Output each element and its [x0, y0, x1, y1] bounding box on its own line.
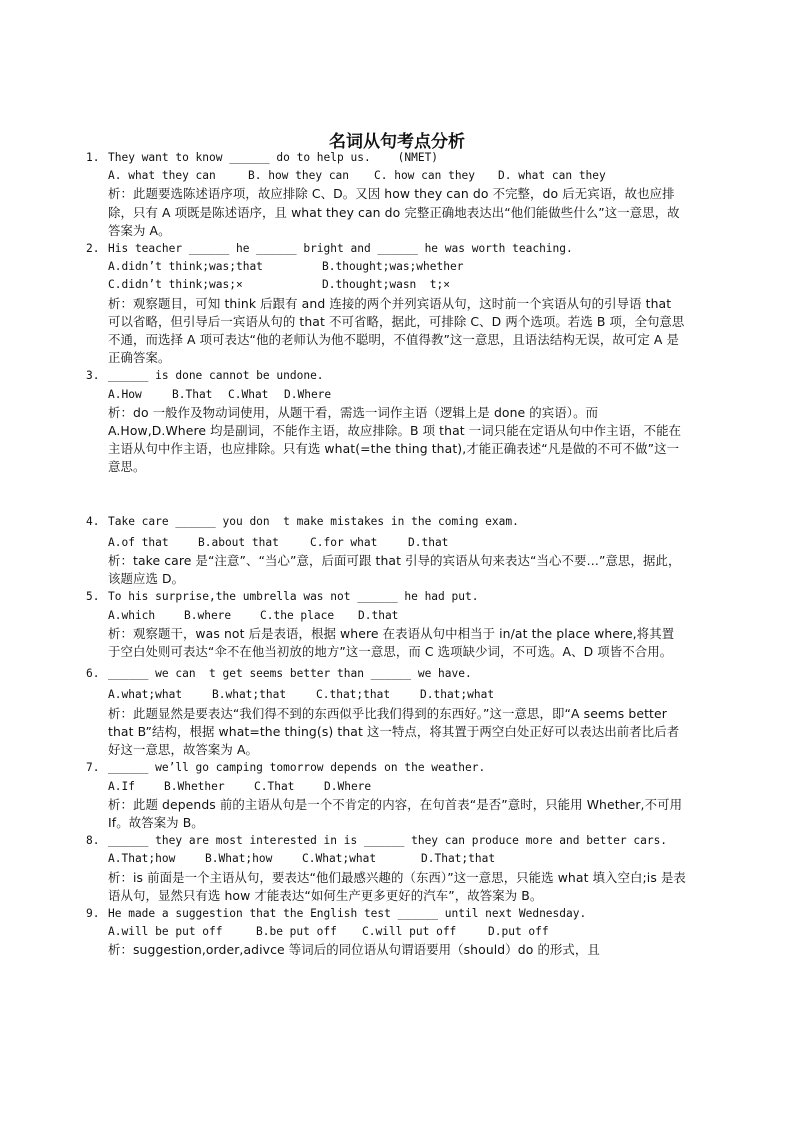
- question-number: 1.: [86, 151, 100, 164]
- option: D.that: [408, 535, 449, 549]
- explanation: 析：此题 depends 前的主语从句是一个不肯定的内容，在句首表“是否”意时，只能用 Whether,不可用 If。故答案为 B。: [108, 796, 683, 830]
- option: C.that;that: [316, 688, 391, 702]
- option: C.the place: [260, 608, 335, 622]
- options-line: [108, 534, 686, 552]
- explanation: 析：观察题目，可知 think 后跟有 and 连接的两个并列宾语从句，这时前一个宾语从句的引导语 that 可以省略，但引导后一宾语从句的 that 不可省略，据此，可排除 C、D 两个选项。若选 B 项，全句意思不通，而选择 A 项可表达“他的老师认为他不聪明，不值得教”这一意思，且语法结构无误，故可定 A 是正确答案。: [108, 295, 685, 366]
- option: C.That: [254, 779, 295, 793]
- option: D.Where: [324, 779, 372, 793]
- option: B. how they can: [248, 169, 350, 183]
- question-text: They want to know ______ do to help us. (NMET): [108, 151, 439, 164]
- option: D.that;what: [420, 688, 495, 702]
- explanation: 析：suggestion,order,adivce 等词后的同位语从句谓语要用（should）do 的形式，且: [108, 942, 600, 958]
- option: B.where: [184, 608, 232, 622]
- question-text: To his surprise,the umbrella was not ______ he had put.: [108, 590, 479, 604]
- question-number: 5.: [86, 590, 100, 604]
- options-line: [108, 386, 686, 404]
- question-item: [86, 832, 686, 905]
- question-item: [86, 513, 686, 589]
- option: B.about that: [198, 535, 279, 549]
- option: D.That;that: [421, 852, 496, 866]
- option: A.which: [108, 608, 156, 622]
- question-item: [86, 240, 686, 367]
- explanation: 析：观察题干，was not 后是表语，根据 where 在表语从句中相当于 in/at the place where,将其置于空白处则可表达“伞不在他当初放的地方”这一意思，而 C 选项缺少词，不可选。A、D 项皆不合用。: [108, 625, 675, 660]
- option: C.for what: [310, 535, 378, 549]
- option: D.Where: [284, 387, 332, 401]
- explanation: 析：do 一般作及物动词使用，从题干看，需选一词作主语（逻辑上是 done 的宾语）。而 A.How,D.Where 均是副词，不能作主语，故应排除。B 项 that 一词只能在定语从句中作主语，不能在主语从句中作主语，也应排除。只有选 what(=the thing that),才能正确表述“凡是做的不可不做”这一意思。: [108, 404, 682, 475]
- question-number: 9.: [86, 906, 100, 920]
- question-text: ______ they are most interested in is ______ they can produce more and better cars.: [108, 834, 668, 848]
- option: D.that: [358, 608, 399, 622]
- option: A.How: [108, 387, 142, 401]
- question-text: His teacher ______ he ______ bright and ______ he was worth teaching.: [108, 242, 573, 256]
- option: A.didn’t think;was;that: [108, 260, 263, 274]
- question-item: [86, 588, 686, 661]
- explanation: 析：此题显然是要表达“我们得不到的东西似乎比我们得到的东西好。”这一意思，即“A seems better that B”结构，根据 what=the thing(s) that 这一特点，将其置于两空白处正好可以表达出前者比后者好这一意思，故答案为 A。: [108, 705, 680, 758]
- option: A.That;how: [108, 852, 176, 866]
- option: A.what;what: [108, 688, 183, 702]
- question-text: Take care ______ you don t make mistakes in the coming exam.: [108, 514, 519, 528]
- page-title: 名词从句考点分析: [329, 132, 465, 152]
- option: D.thought;wasn t;×: [322, 278, 450, 292]
- option: A.will be put off: [108, 925, 223, 939]
- explanation: 析：is 前面是一个主语从句，要表达“他们最感兴趣的（东西）”这一意思，只能选 what 填入空白;is 是表语从句，显然只有选 how 才能表达“如何生产更多更好的汽车”，故答案为 B。: [108, 869, 686, 903]
- question-text: He made a suggestion that the English test ______ until next Wednesday.: [108, 906, 587, 920]
- question-text: ______ we’ll go camping tomorrow depends on the weather.: [108, 761, 486, 775]
- option: C.What: [228, 387, 269, 401]
- explanation: 析：take care 是“注意”、“当心”意，后面可跟 that 引导的宾语从句来表达“当心不要…”意思，据此，该题应选 D。: [108, 553, 681, 587]
- question-text: ______ is done cannot be undone.: [108, 369, 324, 383]
- question-number: 2.: [86, 242, 100, 256]
- option: B.be put off: [256, 925, 337, 939]
- option: D.put off: [488, 925, 549, 939]
- option: A.If: [108, 779, 135, 793]
- question-item: [86, 665, 686, 759]
- question-number: 7.: [86, 761, 100, 775]
- question-number: 3.: [86, 369, 100, 383]
- option: B.What;how: [205, 852, 273, 866]
- question-text: ______ we can t get seems better than ______ we have.: [108, 667, 472, 681]
- option: C.What;what: [302, 852, 377, 866]
- question-item: [86, 149, 686, 240]
- option: D. what can they: [498, 169, 606, 183]
- question-number: 8.: [86, 834, 100, 848]
- question-number: 6.: [86, 667, 100, 681]
- question-item: [86, 367, 686, 476]
- option: A.of that: [108, 535, 169, 549]
- options-line: [108, 923, 686, 941]
- option: B.thought;was;whether: [322, 260, 464, 274]
- options-line: [108, 258, 686, 276]
- option: B.what;that: [212, 688, 287, 702]
- option: A. what they can: [108, 169, 216, 183]
- question-item: [86, 905, 686, 960]
- option: C.will put off: [362, 925, 457, 939]
- option: C.didn’t think;was;×: [108, 278, 243, 292]
- question-item: [86, 759, 686, 832]
- options-line: [108, 686, 686, 704]
- options-line: [108, 850, 686, 868]
- explanation: 析：此题要选陈述语序项，故应排除 C、D。又因 how they can do 不完整，do 后无宾语，故也应排除，只有 A 项既是陈述语序，且 what they can do 完整正确地表达出“他们能做些什么”这一意思，故答案为 A。: [108, 186, 680, 238]
- option: C. how can they: [374, 169, 476, 183]
- option: B.That: [172, 387, 213, 401]
- option: B.Whether: [164, 779, 225, 793]
- question-number: 4.: [86, 514, 100, 528]
- options-line: [108, 167, 686, 185]
- question-list: [86, 149, 686, 960]
- options-line: [108, 607, 686, 625]
- options-line: [108, 276, 686, 294]
- options-line: [108, 778, 686, 796]
- spacer: [86, 477, 686, 513]
